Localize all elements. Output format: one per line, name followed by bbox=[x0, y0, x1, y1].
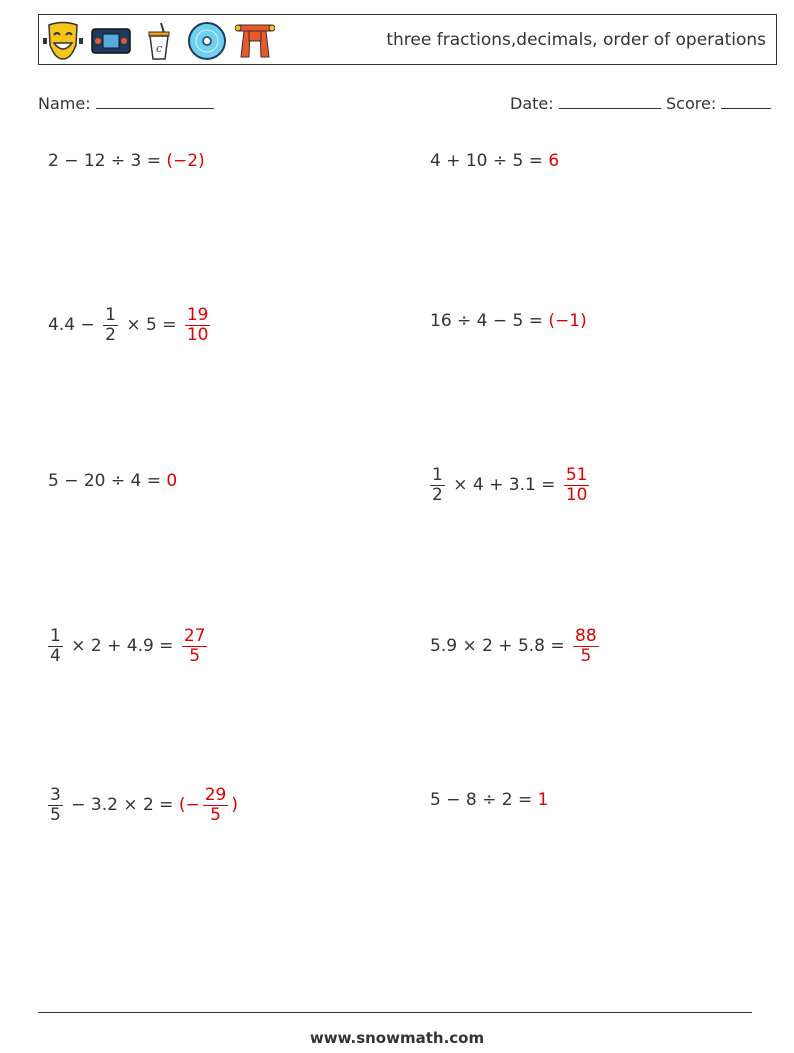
video-tape-icon bbox=[91, 21, 131, 61]
answer-fraction bbox=[185, 306, 211, 344]
problem-expression: 16 ÷ 4 − 5 = bbox=[430, 311, 549, 331]
answer-fraction bbox=[203, 786, 229, 824]
problem-7 bbox=[48, 627, 210, 665]
date-blank bbox=[559, 92, 661, 109]
answer-numerator: 19 bbox=[186, 305, 209, 325]
problem-answer: 0 bbox=[166, 471, 178, 491]
compact-disc-icon bbox=[187, 21, 227, 61]
fraction-numerator: 1 bbox=[432, 465, 443, 485]
problem-expression: 4.4 − bbox=[48, 315, 101, 336]
footer-website: www.snowmath.com bbox=[309, 1029, 485, 1047]
fraction bbox=[48, 786, 63, 824]
score-label: Score: bbox=[666, 94, 717, 113]
problem-expression: 2 − 12 ÷ 3 = bbox=[48, 151, 167, 171]
fraction-denominator: 2 bbox=[432, 484, 443, 505]
answer-denominator: 5 bbox=[580, 645, 592, 666]
answer-numerator: 29 bbox=[204, 785, 227, 805]
problem-6 bbox=[430, 466, 592, 504]
answer-close-paren: ) bbox=[231, 795, 239, 816]
answer-denominator: 5 bbox=[189, 645, 201, 666]
drink-cup-icon bbox=[139, 21, 179, 61]
answer-numerator: 27 bbox=[183, 626, 206, 646]
fraction bbox=[103, 306, 118, 344]
fraction bbox=[430, 466, 445, 504]
problem-answer: 6 bbox=[548, 151, 560, 171]
answer-numerator: 88 bbox=[575, 626, 597, 646]
problem-expression: 5 − 20 ÷ 4 = bbox=[48, 471, 167, 491]
theater-mask-icon bbox=[43, 21, 83, 61]
fraction-denominator: 5 bbox=[50, 804, 61, 825]
problem-1 bbox=[48, 151, 205, 171]
stage-curtain-icon bbox=[235, 21, 275, 61]
date-label: Date: bbox=[510, 94, 554, 113]
name-blank bbox=[96, 92, 214, 109]
worksheet-header bbox=[38, 14, 777, 65]
problem-expression: 5 − 8 ÷ 2 = bbox=[430, 790, 538, 810]
answer-open-paren: (− bbox=[178, 795, 200, 816]
problem-9 bbox=[48, 786, 238, 824]
score-blank bbox=[721, 92, 771, 109]
score-field bbox=[666, 92, 771, 113]
fraction-denominator: 4 bbox=[50, 645, 61, 666]
problem-3 bbox=[48, 306, 213, 344]
answer-fraction bbox=[573, 627, 599, 665]
worksheet-title: three fractions,decimals, order of operations bbox=[386, 30, 766, 50]
fraction bbox=[48, 627, 63, 665]
fraction-numerator: 1 bbox=[50, 626, 61, 646]
header-icons bbox=[43, 21, 275, 61]
problem-expression: − 3.2 × 2 = bbox=[65, 795, 179, 816]
footer-divider bbox=[38, 1012, 752, 1013]
problem-expression: × 4 + 3.1 = bbox=[447, 475, 561, 496]
name-field bbox=[38, 92, 214, 113]
problem-8 bbox=[430, 627, 602, 665]
problem-4 bbox=[430, 311, 587, 331]
problem-answer: 1 bbox=[537, 790, 549, 810]
name-label: Name: bbox=[38, 94, 91, 113]
problem-10 bbox=[430, 790, 548, 810]
problem-answer: (−2) bbox=[166, 151, 205, 171]
svg-text:c: c bbox=[156, 42, 163, 55]
answer-numerator: 51 bbox=[565, 465, 588, 485]
answer-denominator: 10 bbox=[186, 324, 209, 345]
problem-2 bbox=[430, 151, 559, 171]
problem-expression: × 5 = bbox=[120, 315, 182, 336]
problem-expression: 5.9 × 2 + 5.8 = bbox=[430, 636, 571, 657]
fraction-numerator: 1 bbox=[105, 305, 116, 325]
answer-fraction bbox=[564, 466, 590, 504]
problem-expression: 4 + 10 ÷ 5 = bbox=[430, 151, 549, 171]
problem-expression: × 2 + 4.9 = bbox=[65, 636, 179, 657]
problem-5 bbox=[48, 471, 177, 491]
answer-denominator: 5 bbox=[210, 804, 221, 825]
problem-answer: (−1) bbox=[548, 311, 587, 331]
date-field bbox=[510, 92, 661, 113]
answer-fraction bbox=[182, 627, 208, 665]
answer-denominator: 10 bbox=[565, 484, 588, 505]
fraction-denominator: 2 bbox=[105, 324, 116, 345]
fraction-numerator: 3 bbox=[50, 785, 61, 805]
problem-answer bbox=[179, 786, 238, 824]
